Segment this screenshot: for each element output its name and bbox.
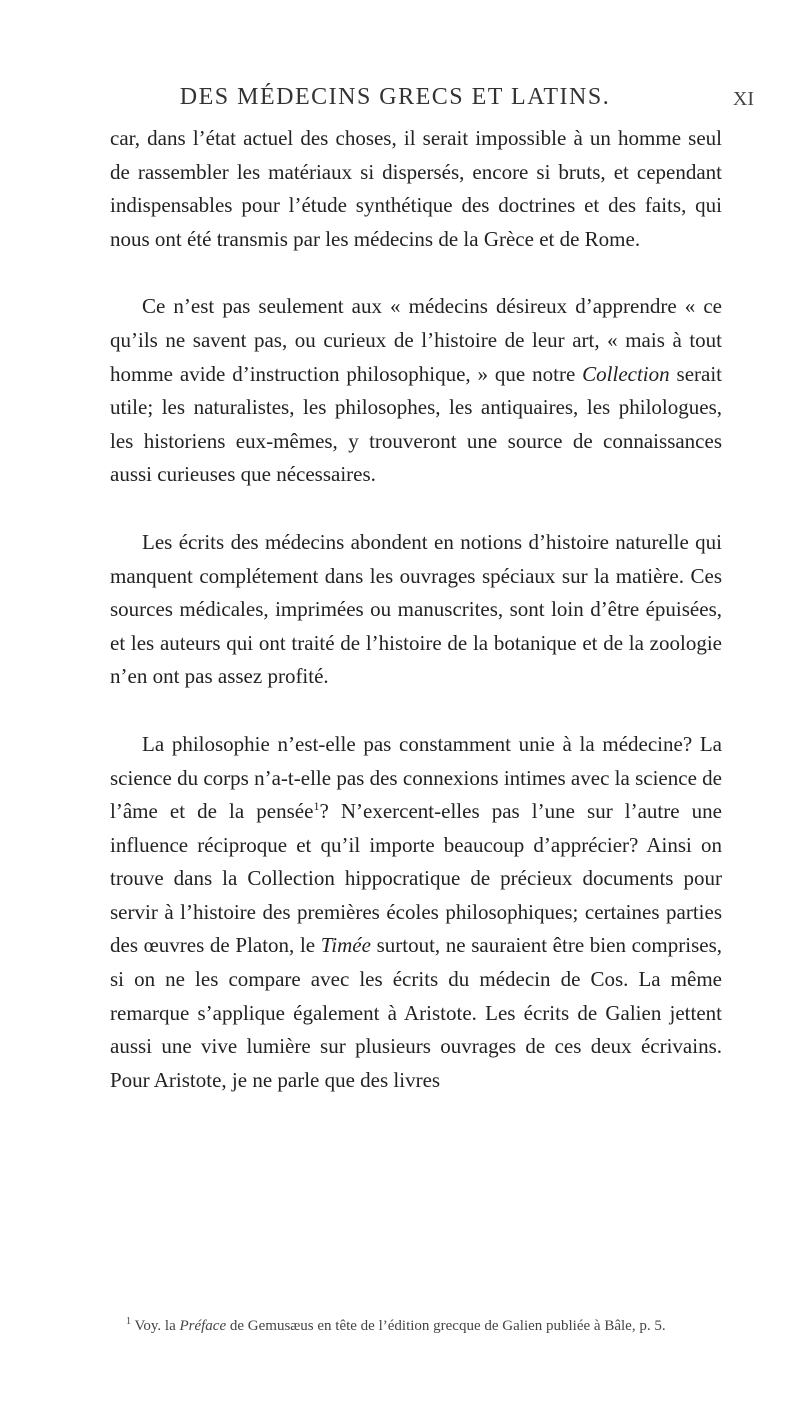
footnote-text-end: de Gemusæus en tête de l’édition grecque de Galien publiée à Bâle, p. 5. <box>226 1318 666 1334</box>
preface-italic: Préface <box>179 1318 227 1334</box>
paragraph-2 <box>110 290 722 492</box>
footnote-marker: 1 <box>126 1316 131 1327</box>
paragraph-1 <box>110 122 722 256</box>
footnote-text-start: Voy. la <box>134 1318 180 1334</box>
paragraph-4 <box>110 728 722 1098</box>
paragraph-4-text-middle: ? N’exercent-elles pas l’une sur l’autre une influence réciproque et qu’il importe beaucoup d’apprécier? Ainsi on trouve dans la Collection hippocratique de précieux documents pour servir à l’histoire des premières écoles philosophiques; certaines parties des œuvres de Platon, le <box>110 799 722 958</box>
paragraph-4-text-start: La philosophie n’est-elle pas constamment unie à la médecine? La science du corps n’a-t-elle pas des connexions intimes avec la science de l’âme et de la pensée <box>110 731 722 824</box>
paragraph-4-text-end: surtout, ne sauraient être bien comprises, si on ne les compare avec les écrits du médecin de Cos. La même remarque s’applique également à Aristote. Les écrits de Galien jettent aussi une vive lumière sur plusieurs ouvrages de ces deux écrivains. Pour Aristote, je ne parle que des livres <box>110 933 722 1092</box>
running-title: DES MÉDECINS GRECS ET LATINS. <box>179 84 611 110</box>
footnote <box>110 1315 722 1337</box>
body-text <box>110 122 722 1097</box>
paragraph-1-text: car, dans l’état actuel des choses, il serait impossible à un homme seul de rassembler les matériaux si dispersés, encore si bruts, et cependant indispensables pour l’étude synthétique des doctrines et des faits, qui nous ont été transmis par les médecins de la Grèce et de Rome. <box>110 126 722 251</box>
paragraph-3-text: Les écrits des médecins abondent en notions d’histoire naturelle qui manquent complétement dans les ouvrages spéciaux sur la matière. Ces sources médicales, imprimées ou manuscrites, sont loin d’être épuisées, et les auteurs qui ont traité de l’histoire de la botanique et de la zoologie n’en ont pas assez profité. <box>110 529 722 689</box>
running-head <box>0 80 800 114</box>
page-number: XI <box>732 88 754 110</box>
timee-italic: Timée <box>320 933 371 958</box>
paragraph-2-text-end: serait utile; les naturalistes, les philosophes, les antiquaires, les philologues, les historiens eux-mêmes, y trouveront une source de connaissances aussi curieuses que nécessaires. <box>110 361 722 487</box>
paragraph-2-text-start: Ce n’est pas seulement aux « médecins désireux d’apprendre « ce qu’ils ne savent pas, ou curieux de l’histoire de leur art, « mais à tout homme avide d’instruction philosophique, » que notre <box>110 294 722 386</box>
collection-italic: Collection <box>582 361 670 386</box>
footnote-reference[interactable]: 1 <box>313 799 320 814</box>
paragraph-3 <box>110 526 722 694</box>
